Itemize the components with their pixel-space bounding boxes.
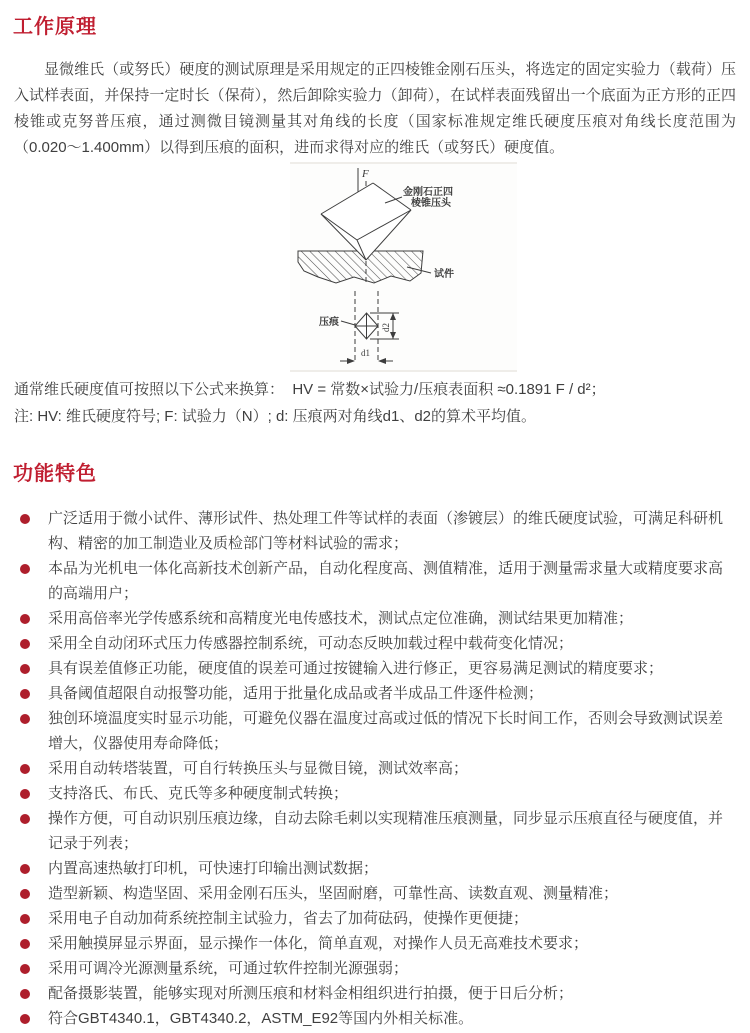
list-item bbox=[0, 906, 750, 931]
list-item bbox=[0, 681, 750, 706]
specimen-shape bbox=[298, 251, 423, 283]
list-item bbox=[0, 1006, 750, 1031]
list-item bbox=[0, 556, 750, 606]
section-heading-principle: 工作原理 bbox=[13, 16, 97, 38]
bullet-icon bbox=[20, 864, 30, 874]
bullet-icon bbox=[20, 714, 30, 724]
bullet-icon bbox=[20, 764, 30, 774]
indenter-outline bbox=[321, 183, 411, 260]
bullet-icon bbox=[20, 564, 30, 574]
list-item bbox=[0, 781, 750, 806]
feature-text: 具备阈值超限自动报警功能，适用于批量化成品或者半成品工件逐件检测； bbox=[48, 685, 544, 702]
section-heading-features: 功能特色 bbox=[13, 463, 97, 485]
force-label: F bbox=[362, 168, 369, 180]
indenter-diagram-svg bbox=[290, 164, 517, 370]
bullet-icon bbox=[20, 914, 30, 924]
feature-text: 本品为光机电一体化高新技术创新产品，自动化程度高、测值精准，适用于测量需求量大或精度要求高的高端用户； bbox=[48, 560, 724, 602]
bullet-icon bbox=[20, 689, 30, 699]
formula-line: 通常维氏硬度值可按照以下公式来换算： HV = 常数×试验力/压痕表面积 ≈0.1891 F / d²； bbox=[14, 381, 606, 398]
feature-text: 广泛适用于微小试件、薄形试件、热处理工件等试样的表面（渗镀层）的维氏硬度试验，可满足科研机构、精密的加工制造业及质检部门等材料试验的需求； bbox=[48, 510, 724, 552]
list-item bbox=[0, 631, 750, 656]
features-list bbox=[0, 506, 750, 1031]
formula-note: 注: HV: 维氏硬度符号; F: 试验力（N）; d: 压痕两对角线d1、d2的算术平均值。 bbox=[14, 408, 536, 425]
list-item bbox=[0, 956, 750, 981]
indent-leader-line bbox=[341, 321, 355, 325]
list-item bbox=[0, 506, 750, 556]
d1-label: d1 bbox=[361, 348, 370, 358]
indenter-label-line2: 棱锥压头 bbox=[411, 198, 451, 209]
principle-paragraph: 显微维氏（或努氏）硬度的测试原理是采用规定的正四棱锥金刚石压头，将选定的固定实验力（载荷）压入试样表面，并保持一定时长（保荷），然后卸除实验力（卸荷），在试样表面残留出一个底面为正方形的正四棱锥或克努普压痕，通过测微目镜测量其对角线的长度（国家标准规定维氏硬度压痕对角线长度范围为（0.020～1.400mm）以得到压痕的面积，进而求得对应的维氏（或努氏）硬度值。 bbox=[14, 61, 736, 156]
indentation-shape bbox=[355, 313, 378, 339]
bullet-icon bbox=[20, 639, 30, 649]
list-item bbox=[0, 856, 750, 881]
bullet-icon bbox=[20, 989, 30, 999]
bullet-icon bbox=[20, 514, 30, 524]
bullet-icon bbox=[20, 939, 30, 949]
feature-text: 采用高倍率光学传感系统和高精度光电传感技术，测试点定位准确，测试结果更加精准； bbox=[48, 610, 634, 627]
feature-text: 采用电子自动加荷系统控制主试验力，省去了加荷砝码，使操作更便捷； bbox=[48, 910, 529, 927]
principle-diagram bbox=[290, 162, 517, 372]
list-item bbox=[0, 806, 750, 856]
bullet-icon bbox=[20, 614, 30, 624]
feature-text: 操作方便，可自动识别压痕边缘，自动去除毛刺以实现精准压痕测量，同步显示压痕直径与硬度值，并记录于列表； bbox=[48, 810, 724, 852]
specimen-label: 试件 bbox=[434, 269, 454, 280]
list-item bbox=[0, 881, 750, 906]
feature-text: 内置高速热敏打印机，可快速打印输出测试数据； bbox=[48, 860, 379, 877]
list-item bbox=[0, 706, 750, 756]
bullet-icon bbox=[20, 889, 30, 899]
feature-text: 采用触摸屏显示界面，显示操作一体化，简单直观，对操作人员无高难技术要求； bbox=[48, 935, 589, 952]
formula-block bbox=[14, 376, 738, 430]
feature-text: 采用自动转塔装置，可自行转换压头与显微目镜，测试效率高； bbox=[48, 760, 469, 777]
feature-text: 采用全自动闭环式压力传感器控制系统，可动态反映加载过程中载荷变化情况； bbox=[48, 635, 574, 652]
bullet-icon bbox=[20, 664, 30, 674]
d2-label: d2 bbox=[381, 323, 391, 332]
bullet-icon bbox=[20, 1014, 30, 1024]
list-item bbox=[0, 606, 750, 631]
feature-text: 独创环境温度实时显示功能，可避免仪器在温度过高或过低的情况下长时间工作，否则会导致测试误差增大，仪器使用寿命降低； bbox=[48, 710, 724, 752]
feature-text: 符合GBT4340.1，GBT4340.2，ASTM_E92等国内外相关标准。 bbox=[48, 1010, 474, 1027]
list-item bbox=[0, 981, 750, 1006]
list-item bbox=[0, 931, 750, 956]
bullet-icon bbox=[20, 964, 30, 974]
indent-label: 压痕 bbox=[319, 317, 339, 328]
bullet-icon bbox=[20, 814, 30, 824]
list-item bbox=[0, 756, 750, 781]
feature-text: 造型新颖、构造坚固、采用金刚石压头，坚固耐磨，可靠性高、读数直观、测量精准； bbox=[48, 885, 619, 902]
feature-text: 具有误差值修正功能，硬度值的误差可通过按键输入进行修正，更容易满足测试的精度要求； bbox=[48, 660, 664, 677]
feature-text: 支持洛氏、布氏、克氏等多种硬度制式转换； bbox=[48, 785, 349, 802]
dimension-d1 bbox=[340, 358, 393, 364]
feature-text: 采用可调冷光源测量系统，可通过软件控制光源强弱； bbox=[48, 960, 409, 977]
feature-text: 配备摄影装置，能够实现对所测压痕和材料金相组织进行拍摄，便于日后分析； bbox=[48, 985, 574, 1002]
indenter-label-line1: 金刚石正四 bbox=[403, 187, 453, 198]
list-item bbox=[0, 656, 750, 681]
bullet-icon bbox=[20, 789, 30, 799]
